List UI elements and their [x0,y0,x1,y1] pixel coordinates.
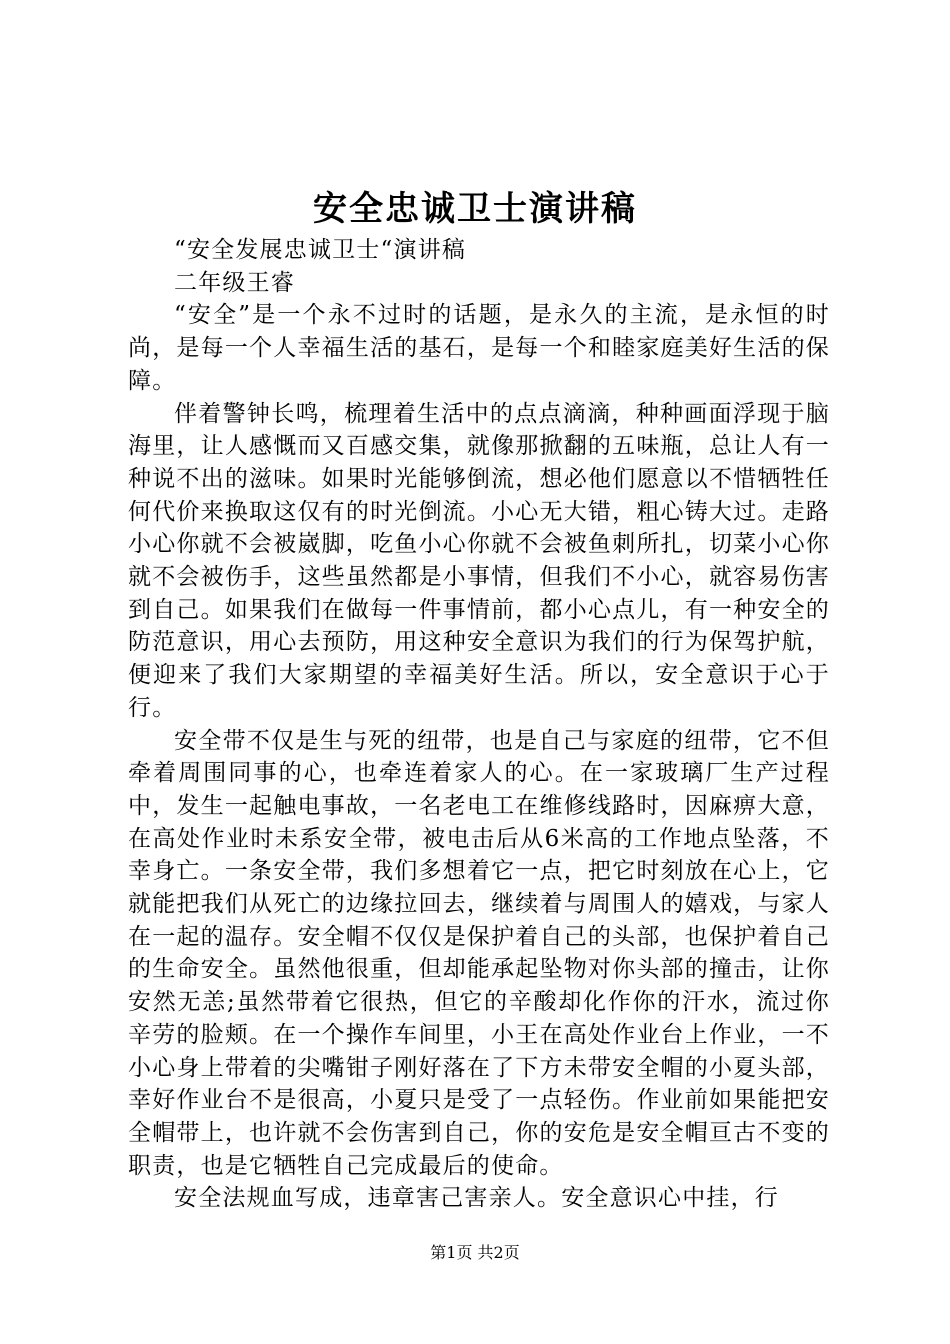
paragraph: 安全法规血写成，违章害己害亲人。安全意识心中挂，行 [174,1185,779,1212]
paragraph: 安全带不仅是生与死的纽带，也是自己与家庭的纽带，它不但牵着周围同事的心，也牵连着家人的心。在一家玻璃厂生产过程中，发生一起触电事故，一名老电工在维修线路时，因麻痹大意，在高处作业时未系安全带，被电击后从6米高的工作地点坠落，不幸身亡。一条安全带，我们多想着它一点，把它时刻放在心上，它就能把我们从死亡的边缘拉回去，继续着与周围人的嬉戏，与家人在一起的温存。安全帽不仅仅是保护着自己的头部，也保护着自己的生命安全。虽然他很重，但却能承起坠物对你头部的撞击，让你安然无恙;虽然带着它很热，但它的辛酸却化作你的汗水，流过你辛劳的脸颊。在一个操作车间里，小王在高处作业台上作业，一不小心身上带着的尖嘴钳子刚好落在了下方未带安全帽的小夏头部，幸好作业台不是很高，小夏只是受了一点轻伤。作业前如果能把安全帽带上，也许就不会伤害到自己，你的安危是安全帽亘古不变的职责，也是它牺牲自己完成最后的使命。 [128,727,830,1179]
paragraph: “安全”是一个永不过时的话题，是永久的主流，是永恒的时尚，是每一个人幸福生活的基石，是每一个和睦家庭美好生活的保障。 [128,302,830,394]
document-body [128,234,830,1215]
paragraph-subtitle: “安全发展忠诚卫士“演讲稿 [174,237,467,263]
document-title: 安全忠诚卫士演讲稿 [313,189,637,229]
page-footer: 第1页 共2页 [430,1243,520,1262]
paragraph-author: 二年级王睿 [174,269,295,296]
paragraph: 伴着警钟长鸣，梳理着生活中的点点滴滴，种种画面浮现于脑海里，让人感慨而又百感交集，就像那掀翻的五味瓶，总让人有一种说不出的滋味。如果时光能够倒流，想必他们愿意以不惜牺牲任何代价来换取这仅有的时光倒流。小心无大错，粗心铸大过。走路小心你就不会被崴脚，吃鱼小心你就不会被鱼刺所扎，切菜小心你就不会被伤手，这些虽然都是小事情，但我们不小心，就容易伤害到自己。如果我们在做每一件事情前，都小心点儿，有一种安全的防范意识，用心去预防，用这种安全意识为我们的行为保驾护航，便迎来了我们大家期望的幸福美好生活。所以，安全意识于心于行。 [128,400,830,721]
